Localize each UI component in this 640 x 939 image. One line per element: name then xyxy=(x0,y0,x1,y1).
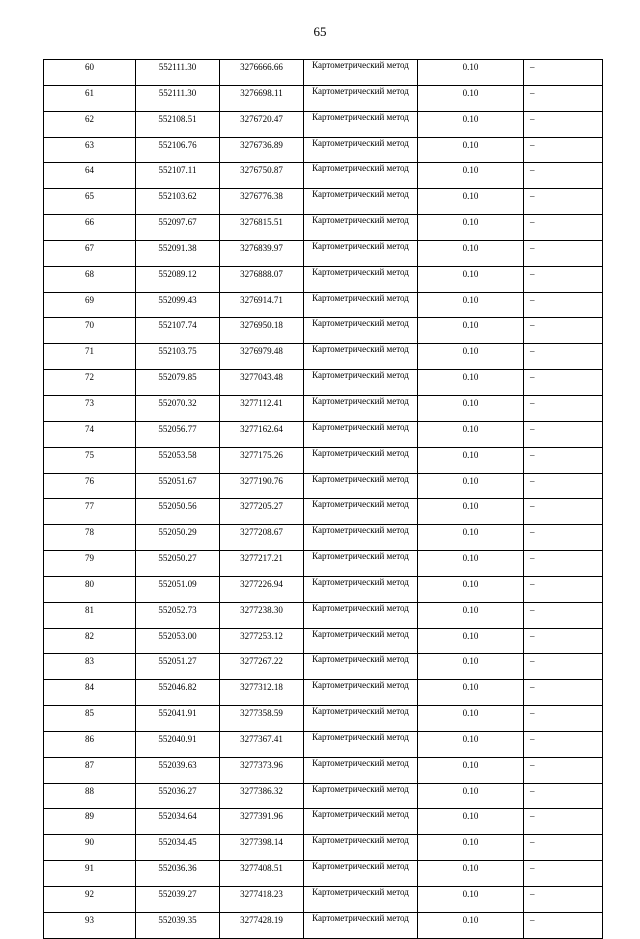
note-cell: – xyxy=(524,912,603,938)
point-number-cell: 69 xyxy=(44,292,136,318)
y-coordinate-cell: 3277112.41 xyxy=(220,395,304,421)
y-coordinate-cell: 3277386.32 xyxy=(220,783,304,809)
accuracy-cell: 0.10 xyxy=(418,421,524,447)
table-row xyxy=(44,576,603,602)
y-coordinate-cell: 3277205.27 xyxy=(220,499,304,525)
note-cell: – xyxy=(524,473,603,499)
accuracy-cell: 0.10 xyxy=(418,551,524,577)
accuracy-cell: 0.10 xyxy=(418,370,524,396)
accuracy-cell: 0.10 xyxy=(418,447,524,473)
x-coordinate-cell: 552111.30 xyxy=(136,60,220,86)
accuracy-cell: 0.10 xyxy=(418,912,524,938)
note-cell: – xyxy=(524,576,603,602)
table-row xyxy=(44,189,603,215)
method-cell: Картометрический метод xyxy=(304,576,418,602)
y-coordinate-cell: 3276720.47 xyxy=(220,111,304,137)
table-row xyxy=(44,912,603,938)
table-row xyxy=(44,628,603,654)
method-cell: Картометрический метод xyxy=(304,757,418,783)
method-cell: Картометрический метод xyxy=(304,163,418,189)
y-coordinate-cell: 3277190.76 xyxy=(220,473,304,499)
method-cell: Картометрический метод xyxy=(304,137,418,163)
note-cell: – xyxy=(524,266,603,292)
note-cell: – xyxy=(524,318,603,344)
coordinates-table xyxy=(43,59,603,939)
accuracy-cell: 0.10 xyxy=(418,215,524,241)
accuracy-cell: 0.10 xyxy=(418,240,524,266)
accuracy-cell: 0.10 xyxy=(418,266,524,292)
table-row xyxy=(44,137,603,163)
point-number-cell: 73 xyxy=(44,395,136,421)
table-row xyxy=(44,706,603,732)
table-row xyxy=(44,215,603,241)
accuracy-cell: 0.10 xyxy=(418,344,524,370)
y-coordinate-cell: 3277428.19 xyxy=(220,912,304,938)
x-coordinate-cell: 552070.32 xyxy=(136,395,220,421)
table-row xyxy=(44,111,603,137)
note-cell: – xyxy=(524,551,603,577)
x-coordinate-cell: 552050.29 xyxy=(136,525,220,551)
point-number-cell: 81 xyxy=(44,602,136,628)
y-coordinate-cell: 3277408.51 xyxy=(220,861,304,887)
note-cell: – xyxy=(524,111,603,137)
x-coordinate-cell: 552106.76 xyxy=(136,137,220,163)
point-number-cell: 91 xyxy=(44,861,136,887)
method-cell: Картометрический метод xyxy=(304,499,418,525)
method-cell: Картометрический метод xyxy=(304,266,418,292)
accuracy-cell: 0.10 xyxy=(418,680,524,706)
y-coordinate-cell: 3277238.30 xyxy=(220,602,304,628)
x-coordinate-cell: 552111.30 xyxy=(136,85,220,111)
accuracy-cell: 0.10 xyxy=(418,395,524,421)
note-cell: – xyxy=(524,628,603,654)
point-number-cell: 78 xyxy=(44,525,136,551)
point-number-cell: 63 xyxy=(44,137,136,163)
method-cell: Картометрический метод xyxy=(304,602,418,628)
note-cell: – xyxy=(524,887,603,913)
accuracy-cell: 0.10 xyxy=(418,60,524,86)
accuracy-cell: 0.10 xyxy=(418,706,524,732)
point-number-cell: 90 xyxy=(44,835,136,861)
method-cell: Картометрический метод xyxy=(304,60,418,86)
x-coordinate-cell: 552050.27 xyxy=(136,551,220,577)
note-cell: – xyxy=(524,602,603,628)
table-row xyxy=(44,731,603,757)
accuracy-cell: 0.10 xyxy=(418,731,524,757)
y-coordinate-cell: 3277208.67 xyxy=(220,525,304,551)
x-coordinate-cell: 552053.00 xyxy=(136,628,220,654)
x-coordinate-cell: 552099.43 xyxy=(136,292,220,318)
note-cell: – xyxy=(524,85,603,111)
note-cell: – xyxy=(524,835,603,861)
note-cell: – xyxy=(524,60,603,86)
x-coordinate-cell: 552103.62 xyxy=(136,189,220,215)
table-row xyxy=(44,395,603,421)
note-cell: – xyxy=(524,861,603,887)
x-coordinate-cell: 552079.85 xyxy=(136,370,220,396)
point-number-cell: 72 xyxy=(44,370,136,396)
accuracy-cell: 0.10 xyxy=(418,654,524,680)
y-coordinate-cell: 3277267.22 xyxy=(220,654,304,680)
point-number-cell: 88 xyxy=(44,783,136,809)
point-number-cell: 67 xyxy=(44,240,136,266)
method-cell: Картометрический метод xyxy=(304,240,418,266)
method-cell: Картометрический метод xyxy=(304,395,418,421)
table-row xyxy=(44,887,603,913)
method-cell: Картометрический метод xyxy=(304,525,418,551)
method-cell: Картометрический метод xyxy=(304,861,418,887)
table-row xyxy=(44,809,603,835)
point-number-cell: 60 xyxy=(44,60,136,86)
method-cell: Картометрический метод xyxy=(304,680,418,706)
point-number-cell: 87 xyxy=(44,757,136,783)
y-coordinate-cell: 3277391.96 xyxy=(220,809,304,835)
x-coordinate-cell: 552097.67 xyxy=(136,215,220,241)
method-cell: Картометрический метод xyxy=(304,447,418,473)
x-coordinate-cell: 552089.12 xyxy=(136,266,220,292)
x-coordinate-cell: 552036.27 xyxy=(136,783,220,809)
method-cell: Картометрический метод xyxy=(304,783,418,809)
note-cell: – xyxy=(524,731,603,757)
table-row xyxy=(44,370,603,396)
table-row xyxy=(44,654,603,680)
method-cell: Картометрический метод xyxy=(304,370,418,396)
table-row xyxy=(44,447,603,473)
table-row xyxy=(44,292,603,318)
accuracy-cell: 0.10 xyxy=(418,473,524,499)
x-coordinate-cell: 552108.51 xyxy=(136,111,220,137)
method-cell: Картометрический метод xyxy=(304,292,418,318)
y-coordinate-cell: 3277217.21 xyxy=(220,551,304,577)
x-coordinate-cell: 552056.77 xyxy=(136,421,220,447)
point-number-cell: 92 xyxy=(44,887,136,913)
x-coordinate-cell: 552036.36 xyxy=(136,861,220,887)
note-cell: – xyxy=(524,215,603,241)
note-cell: – xyxy=(524,757,603,783)
accuracy-cell: 0.10 xyxy=(418,111,524,137)
point-number-cell: 61 xyxy=(44,85,136,111)
method-cell: Картометрический метод xyxy=(304,344,418,370)
accuracy-cell: 0.10 xyxy=(418,85,524,111)
table-row xyxy=(44,85,603,111)
table-row xyxy=(44,421,603,447)
point-number-cell: 85 xyxy=(44,706,136,732)
table-row xyxy=(44,602,603,628)
point-number-cell: 79 xyxy=(44,551,136,577)
y-coordinate-cell: 3277398.14 xyxy=(220,835,304,861)
method-cell: Картометрический метод xyxy=(304,421,418,447)
x-coordinate-cell: 552053.58 xyxy=(136,447,220,473)
accuracy-cell: 0.10 xyxy=(418,292,524,318)
method-cell: Картометрический метод xyxy=(304,551,418,577)
point-number-cell: 76 xyxy=(44,473,136,499)
point-number-cell: 66 xyxy=(44,215,136,241)
note-cell: – xyxy=(524,447,603,473)
note-cell: – xyxy=(524,189,603,215)
y-coordinate-cell: 3276698.11 xyxy=(220,85,304,111)
point-number-cell: 80 xyxy=(44,576,136,602)
note-cell: – xyxy=(524,370,603,396)
x-coordinate-cell: 552051.09 xyxy=(136,576,220,602)
table-row xyxy=(44,344,603,370)
y-coordinate-cell: 3277175.26 xyxy=(220,447,304,473)
y-coordinate-cell: 3277043.48 xyxy=(220,370,304,396)
table-row xyxy=(44,861,603,887)
accuracy-cell: 0.10 xyxy=(418,499,524,525)
table-row xyxy=(44,757,603,783)
x-coordinate-cell: 552103.75 xyxy=(136,344,220,370)
table-row xyxy=(44,499,603,525)
note-cell: – xyxy=(524,654,603,680)
y-coordinate-cell: 3277367.41 xyxy=(220,731,304,757)
y-coordinate-cell: 3276888.07 xyxy=(220,266,304,292)
table-row xyxy=(44,266,603,292)
table-row xyxy=(44,835,603,861)
y-coordinate-cell: 3277373.96 xyxy=(220,757,304,783)
note-cell: – xyxy=(524,499,603,525)
x-coordinate-cell: 552041.91 xyxy=(136,706,220,732)
table-row xyxy=(44,60,603,86)
note-cell: – xyxy=(524,680,603,706)
note-cell: – xyxy=(524,395,603,421)
accuracy-cell: 0.10 xyxy=(418,602,524,628)
y-coordinate-cell: 3276776.38 xyxy=(220,189,304,215)
y-coordinate-cell: 3276750.87 xyxy=(220,163,304,189)
note-cell: – xyxy=(524,783,603,809)
x-coordinate-cell: 552051.27 xyxy=(136,654,220,680)
note-cell: – xyxy=(524,706,603,732)
accuracy-cell: 0.10 xyxy=(418,757,524,783)
coordinates-table-body xyxy=(44,60,603,939)
y-coordinate-cell: 3276839.97 xyxy=(220,240,304,266)
accuracy-cell: 0.10 xyxy=(418,137,524,163)
y-coordinate-cell: 3276815.51 xyxy=(220,215,304,241)
point-number-cell: 74 xyxy=(44,421,136,447)
method-cell: Картометрический метод xyxy=(304,706,418,732)
y-coordinate-cell: 3276736.89 xyxy=(220,137,304,163)
point-number-cell: 71 xyxy=(44,344,136,370)
table-row xyxy=(44,240,603,266)
accuracy-cell: 0.10 xyxy=(418,628,524,654)
x-coordinate-cell: 552107.11 xyxy=(136,163,220,189)
y-coordinate-cell: 3276950.18 xyxy=(220,318,304,344)
x-coordinate-cell: 552039.63 xyxy=(136,757,220,783)
table-row xyxy=(44,473,603,499)
page-number: 65 xyxy=(313,24,327,39)
accuracy-cell: 0.10 xyxy=(418,189,524,215)
point-number-cell: 84 xyxy=(44,680,136,706)
method-cell: Картометрический метод xyxy=(304,887,418,913)
method-cell: Картометрический метод xyxy=(304,318,418,344)
method-cell: Картометрический метод xyxy=(304,731,418,757)
accuracy-cell: 0.10 xyxy=(418,318,524,344)
y-coordinate-cell: 3276914.71 xyxy=(220,292,304,318)
method-cell: Картометрический метод xyxy=(304,809,418,835)
point-number-cell: 75 xyxy=(44,447,136,473)
note-cell: – xyxy=(524,421,603,447)
point-number-cell: 68 xyxy=(44,266,136,292)
x-coordinate-cell: 552051.67 xyxy=(136,473,220,499)
note-cell: – xyxy=(524,137,603,163)
method-cell: Картометрический метод xyxy=(304,473,418,499)
x-coordinate-cell: 552034.45 xyxy=(136,835,220,861)
accuracy-cell: 0.10 xyxy=(418,835,524,861)
x-coordinate-cell: 552034.64 xyxy=(136,809,220,835)
x-coordinate-cell: 552091.38 xyxy=(136,240,220,266)
y-coordinate-cell: 3277358.59 xyxy=(220,706,304,732)
table-row xyxy=(44,318,603,344)
point-number-cell: 77 xyxy=(44,499,136,525)
accuracy-cell: 0.10 xyxy=(418,163,524,189)
point-number-cell: 65 xyxy=(44,189,136,215)
accuracy-cell: 0.10 xyxy=(418,525,524,551)
table-row xyxy=(44,551,603,577)
method-cell: Картометрический метод xyxy=(304,215,418,241)
y-coordinate-cell: 3276979.48 xyxy=(220,344,304,370)
accuracy-cell: 0.10 xyxy=(418,861,524,887)
y-coordinate-cell: 3277162.64 xyxy=(220,421,304,447)
x-coordinate-cell: 552039.35 xyxy=(136,912,220,938)
x-coordinate-cell: 552039.27 xyxy=(136,887,220,913)
table-row xyxy=(44,783,603,809)
table-row xyxy=(44,680,603,706)
method-cell: Картометрический метод xyxy=(304,189,418,215)
accuracy-cell: 0.10 xyxy=(418,576,524,602)
method-cell: Картометрический метод xyxy=(304,628,418,654)
point-number-cell: 64 xyxy=(44,163,136,189)
accuracy-cell: 0.10 xyxy=(418,809,524,835)
accuracy-cell: 0.10 xyxy=(418,887,524,913)
point-number-cell: 89 xyxy=(44,809,136,835)
method-cell: Картометрический метод xyxy=(304,835,418,861)
point-number-cell: 86 xyxy=(44,731,136,757)
y-coordinate-cell: 3277226.94 xyxy=(220,576,304,602)
x-coordinate-cell: 552107.74 xyxy=(136,318,220,344)
point-number-cell: 83 xyxy=(44,654,136,680)
y-coordinate-cell: 3277312.18 xyxy=(220,680,304,706)
table-row xyxy=(44,163,603,189)
y-coordinate-cell: 3276666.66 xyxy=(220,60,304,86)
point-number-cell: 62 xyxy=(44,111,136,137)
point-number-cell: 82 xyxy=(44,628,136,654)
x-coordinate-cell: 552040.91 xyxy=(136,731,220,757)
x-coordinate-cell: 552052.73 xyxy=(136,602,220,628)
note-cell: – xyxy=(524,525,603,551)
note-cell: – xyxy=(524,240,603,266)
y-coordinate-cell: 3277418.23 xyxy=(220,887,304,913)
method-cell: Картометрический метод xyxy=(304,111,418,137)
method-cell: Картометрический метод xyxy=(304,654,418,680)
method-cell: Картометрический метод xyxy=(304,85,418,111)
method-cell: Картометрический метод xyxy=(304,912,418,938)
x-coordinate-cell: 552050.56 xyxy=(136,499,220,525)
note-cell: – xyxy=(524,809,603,835)
table-row xyxy=(44,525,603,551)
x-coordinate-cell: 552046.82 xyxy=(136,680,220,706)
note-cell: – xyxy=(524,163,603,189)
point-number-cell: 93 xyxy=(44,912,136,938)
note-cell: – xyxy=(524,292,603,318)
point-number-cell: 70 xyxy=(44,318,136,344)
y-coordinate-cell: 3277253.12 xyxy=(220,628,304,654)
accuracy-cell: 0.10 xyxy=(418,783,524,809)
note-cell: – xyxy=(524,344,603,370)
